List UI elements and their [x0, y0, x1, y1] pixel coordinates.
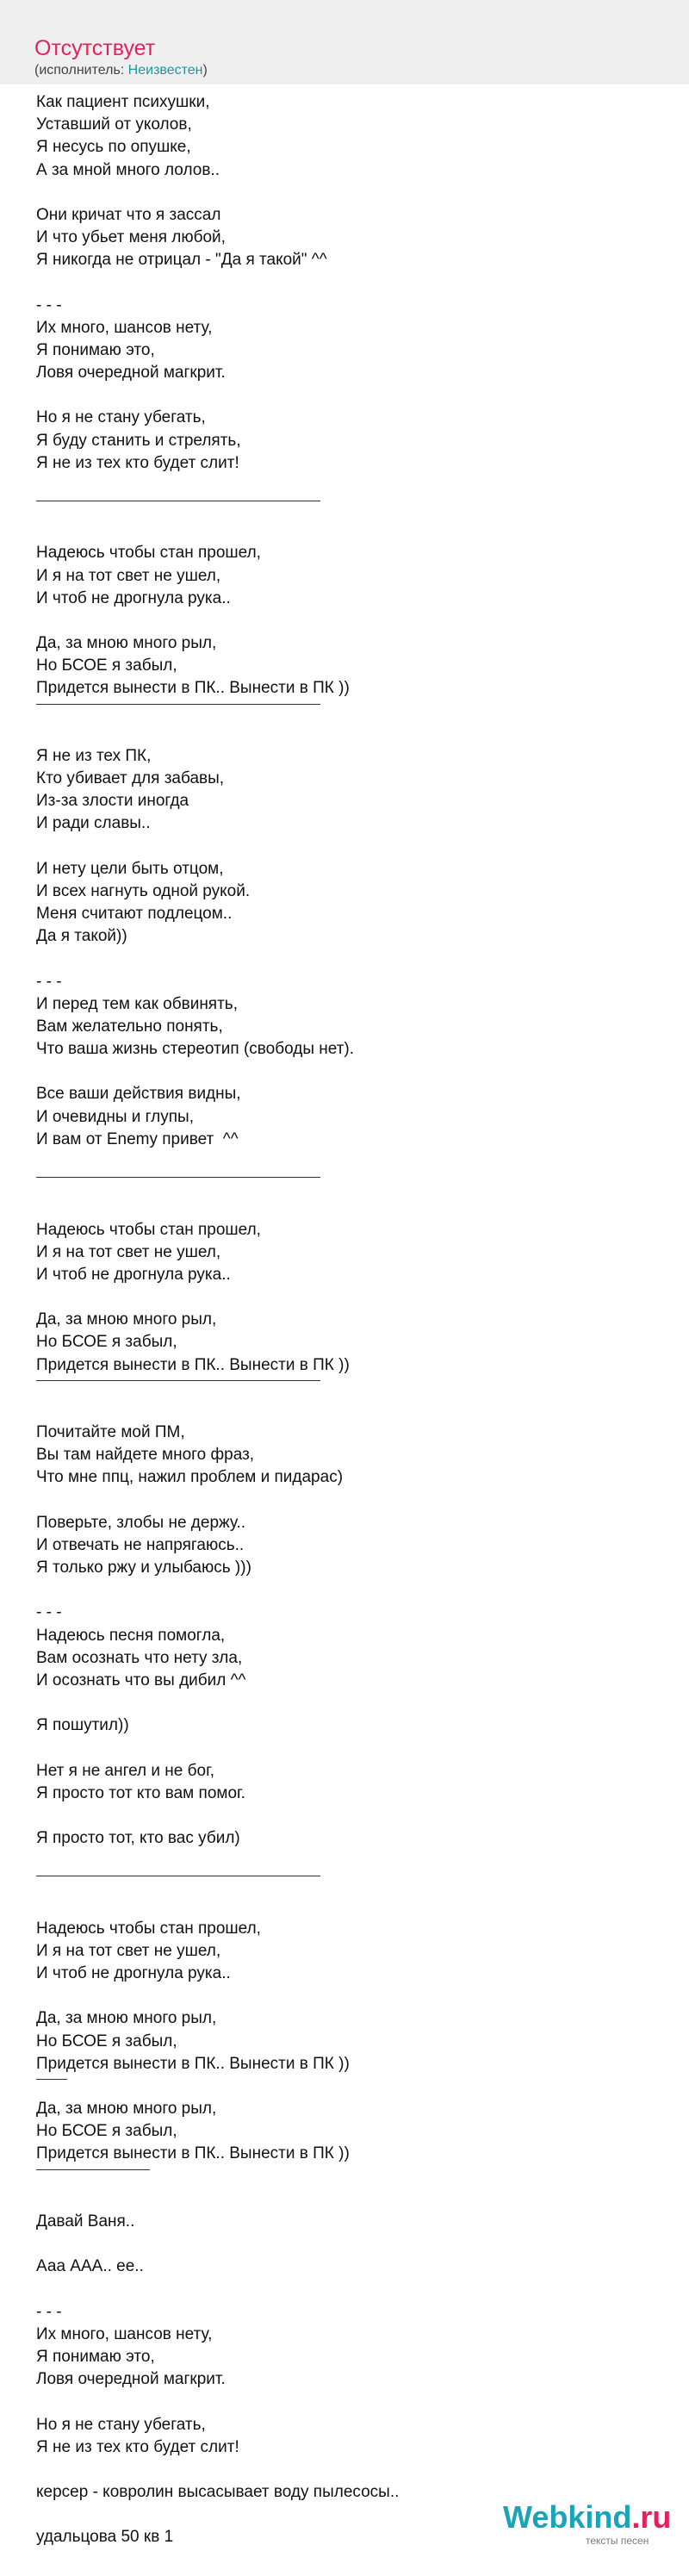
lyric-line: Что мне ппц, нажил проблем и пидарас): [36, 1468, 344, 1487]
lyric-line: Я не из тех кто будет слит!: [36, 453, 239, 472]
lyric-line: Да, за мною много рыл,: [36, 1310, 217, 1329]
lyric-line: И я на тот свет не ушел,: [36, 566, 221, 585]
lyric-line: Но БСОЕ я забыл,: [36, 1333, 177, 1352]
lyric-line: И чтоб не дрогнула рука..: [36, 1265, 231, 1284]
lyric-line: И отвечать не напрягаюсь..: [36, 1535, 245, 1554]
lyric-line: Они кричат что я зассал: [36, 205, 221, 224]
artist-suffix: ): [202, 63, 208, 78]
section-separator: [36, 704, 320, 705]
lyric-line: Я не из тех ПК,: [36, 746, 152, 765]
lyric-line: Придется вынести в ПК.. Вынести в ПК )): [36, 679, 350, 698]
lyric-line: Из-за злости иногда: [36, 792, 189, 811]
lyric-line: удальцова 50 кв 1: [36, 2528, 174, 2547]
lyric-line: Уставший от уколов,: [36, 115, 192, 134]
lyric-line: керсер - ковролин высасывает воду пылесосы..: [36, 2483, 400, 2502]
lyric-line: Вам осознать что нету зла,: [36, 1648, 243, 1667]
lyric-line: И нету цели быть отцом,: [36, 859, 224, 878]
lyric-line: И я на тот свет не ушел,: [36, 1941, 221, 1960]
lyric-line: А за мной много лолов..: [36, 160, 220, 179]
lyric-line: Я никогда не отрицал - "Да я такой" ^^: [36, 251, 327, 270]
lyric-line: Как пациент психушки,: [36, 93, 210, 111]
section-separator: [36, 1380, 320, 1381]
lyric-line: Нет я не ангел и не бог,: [36, 1761, 214, 1780]
lyric-line: Надеюсь чтобы стан прошел,: [36, 1919, 261, 1938]
lyric-line: Придется вынести в ПК.. Вынести в ПК )): [36, 1355, 350, 1374]
logo-wordmark: [503, 2500, 671, 2535]
lyric-line: И что убьет меня любой,: [36, 228, 226, 247]
lyric-line: И ради славы..: [36, 814, 151, 833]
lyric-line: Я пошутил)): [36, 1716, 129, 1735]
lyric-line: И перед тем как обвинять,: [36, 994, 238, 1013]
section-separator: [36, 1177, 320, 1178]
lyric-line: Надеюсь песня помогла,: [36, 1626, 226, 1645]
lyric-line: - - -: [36, 2302, 62, 2321]
lyric-line: Да, за мною много рыл,: [36, 2009, 217, 2028]
artist-prefix: (исполнитель:: [34, 63, 128, 78]
lyric-line: Давай Ваня..: [36, 2212, 135, 2231]
logo-tagline: тексты песен: [586, 2535, 649, 2547]
lyric-line: Да я такой)): [36, 927, 127, 946]
section-separator: [36, 2079, 67, 2080]
lyric-line: Ловя очередной магкрит.: [36, 2370, 226, 2389]
lyric-line: И очевидны и глупы,: [36, 1107, 194, 1126]
lyric-line: Кто убивает для забавы,: [36, 769, 225, 788]
lyric-line: Придется вынести в ПК.. Вынести в ПК )): [36, 2054, 350, 2073]
lyric-line: Вы там найдете много фраз,: [36, 1446, 255, 1465]
lyric-line: Ловя очередной магкрит.: [36, 364, 226, 383]
lyric-line: Вам желательно понять,: [36, 1017, 223, 1036]
lyric-line: Ааа ААА.. ее..: [36, 2257, 144, 2276]
artist-link[interactable]: Неизвестен: [127, 63, 203, 78]
lyric-line: И вам от Enemy привет ^^: [36, 1129, 239, 1148]
lyric-line: И чтоб не дрогнула рука..: [36, 1964, 231, 1983]
site-logo[interactable]: [503, 2500, 675, 2552]
lyric-line: Но БСОЕ я забыл,: [36, 656, 177, 675]
lyric-line: Но БСОЕ я забыл,: [36, 2032, 177, 2050]
lyric-line: И чтоб не дрогнула рука..: [36, 588, 231, 607]
lyric-line: Почитайте мой ПМ,: [36, 1423, 185, 1442]
section-separator: [36, 2169, 150, 2170]
lyric-line: Я просто тот, кто вас убил): [36, 1829, 240, 1848]
lyric-line: Меня считают подлецом..: [36, 905, 233, 924]
lyric-line: Я понимаю это,: [36, 2348, 155, 2366]
lyric-line: Что ваша жизнь стереотип (свободы нет).: [36, 1040, 355, 1059]
lyric-line: Их много, шансов нету,: [36, 2324, 213, 2343]
lyric-line: Поверьте, злобы не держу..: [36, 1513, 246, 1532]
lyric-line: Их много, шансов нету,: [36, 318, 213, 337]
lyric-line: Придется вынести в ПК.. Вынести в ПК )): [36, 2144, 350, 2163]
logo-main-text: Webkind: [503, 2499, 632, 2535]
lyric-line: Но я не стану убегать,: [36, 408, 206, 427]
lyric-line: - - -: [36, 1603, 62, 1622]
lyric-line: Надеюсь чтобы стан прошел,: [36, 1220, 261, 1239]
lyric-line: Я только ржу и улыбаюсь ))): [36, 1559, 251, 1577]
lyric-line: Но я не стану убегать,: [36, 2415, 206, 2434]
lyric-line: Надеюсь чтобы стан прошел,: [36, 544, 261, 563]
lyric-line: Я понимаю это,: [36, 340, 155, 359]
song-header: [0, 0, 689, 84]
lyric-line: Я несусь по опушке,: [36, 138, 191, 157]
lyric-line: Я не из тех кто будет слит!: [36, 2437, 239, 2456]
lyric-line: Да, за мною много рыл,: [36, 2100, 217, 2119]
lyric-line: Я буду станить и стрелять,: [36, 431, 241, 450]
lyric-line: Все ваши действия видны,: [36, 1085, 241, 1104]
lyric-line: Да, за мною много рыл,: [36, 634, 217, 653]
lyrics-body: [0, 84, 689, 2576]
lyric-line: Но БСОЕ я забыл,: [36, 2122, 177, 2141]
song-title: Отсутствует: [34, 36, 156, 60]
lyric-line: Я просто тот кто вам помог.: [36, 1783, 245, 1802]
lyric-line: - - -: [36, 296, 62, 314]
lyric-line: И я на тот свет не ушел,: [36, 1242, 221, 1261]
lyric-line: И всех нагнуть одной рукой.: [36, 881, 251, 900]
lyric-line: И осознать что вы дибил ^^: [36, 1671, 246, 1689]
logo-tld-text: .ru: [631, 2499, 672, 2535]
lyric-line: - - -: [36, 972, 62, 991]
artist-line: [34, 62, 208, 79]
